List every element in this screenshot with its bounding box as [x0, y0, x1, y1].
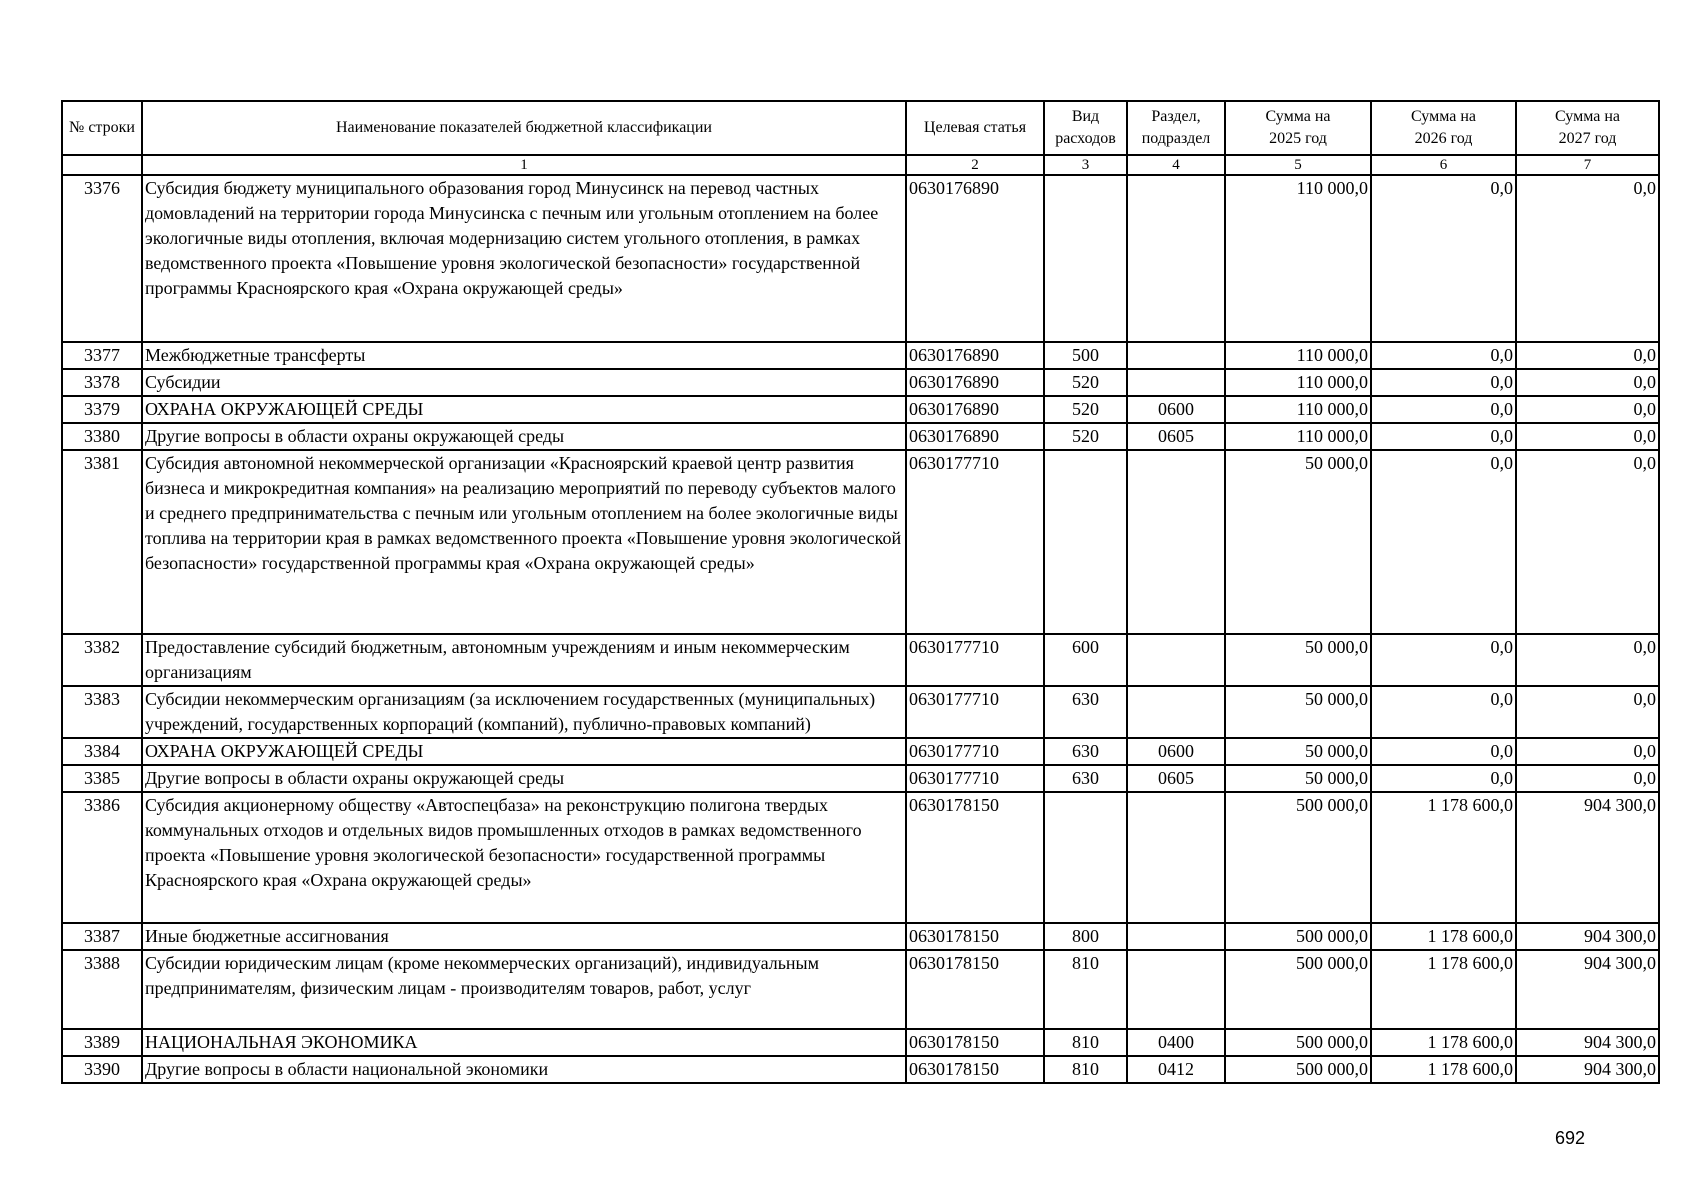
row-sum-2027: 904 300,0 — [1516, 1056, 1659, 1083]
header-target: Целевая статья — [906, 101, 1044, 155]
row-target-code: 0630178150 — [906, 1029, 1044, 1056]
row-sum-2026: 0,0 — [1371, 423, 1516, 450]
row-name: Другие вопросы в области охраны окружающей среды — [142, 423, 906, 450]
row-sum-2026: 1 178 600,0 — [1371, 1029, 1516, 1056]
row-name: Субсидия акционерному обществу «Автоспецбаза» на реконструкцию полигона твердых коммунальных отходов и отдельных видов промышленных отходов в рамках ведомственного проекта «Повышение уровня экологической безопасности» государственной программы Красноярского края «Охрана окружающей среды» — [142, 792, 906, 923]
row-number: 3386 — [62, 792, 142, 923]
row-name: Предоставление субсидий бюджетным, автономным учреждениям и иным некоммерческим организациям — [142, 634, 906, 686]
row-sum-2027: 0,0 — [1516, 342, 1659, 369]
row-number: 3388 — [62, 950, 142, 1029]
row-section — [1127, 950, 1225, 1029]
row-number: 3390 — [62, 1056, 142, 1083]
row-expense-type: 810 — [1044, 950, 1127, 1029]
row-sum-2027: 904 300,0 — [1516, 950, 1659, 1029]
row-name: Субсидии юридическим лицам (кроме некоммерческих организаций), индивидуальным предпринимателям, физическим лицам - производителям товаров, работ, услуг — [142, 950, 906, 1029]
column-number: 4 — [1127, 155, 1225, 175]
row-sum-2027: 904 300,0 — [1516, 792, 1659, 923]
row-number: 3377 — [62, 342, 142, 369]
row-section: 0600 — [1127, 738, 1225, 765]
header-expense-type: Вид расходов — [1044, 101, 1127, 155]
row-sum-2026: 0,0 — [1371, 175, 1516, 342]
table-row — [62, 634, 1659, 686]
column-number: 5 — [1225, 155, 1371, 175]
row-name: ОХРАНА ОКРУЖАЮЩЕЙ СРЕДЫ — [142, 396, 906, 423]
row-sum-2026: 0,0 — [1371, 765, 1516, 792]
header-sum-2027: Сумма на 2027 год — [1516, 101, 1659, 155]
row-sum-2025: 110 000,0 — [1225, 423, 1371, 450]
row-sum-2027: 0,0 — [1516, 634, 1659, 686]
row-sum-2026: 1 178 600,0 — [1371, 1056, 1516, 1083]
table-row — [62, 1029, 1659, 1056]
row-sum-2025: 50 000,0 — [1225, 765, 1371, 792]
page-number: 692 — [1555, 1128, 1586, 1148]
row-sum-2026: 0,0 — [1371, 686, 1516, 738]
table-row — [62, 792, 1659, 923]
row-sum-2025: 110 000,0 — [1225, 369, 1371, 396]
row-target-code: 0630177710 — [906, 634, 1044, 686]
row-target-code: 0630176890 — [906, 175, 1044, 342]
table-row — [62, 175, 1659, 342]
column-number: 3 — [1044, 155, 1127, 175]
row-sum-2025: 500 000,0 — [1225, 950, 1371, 1029]
header-sum-2026: Сумма на 2026 год — [1371, 101, 1516, 155]
row-number: 3382 — [62, 634, 142, 686]
row-name: Субсидия автономной некоммерческой организации «Красноярский краевой центр развития бизнеса и микрокредитная компания» на реализацию мероприятий по переводу субъектов малого и среднего предпринимательства с печным или угольным отоплением на более экологичные виды топлива на территории края в рамках ведомственного проекта «Повышение уровня экологической безопасности» государственной программы края «Охрана окружающей среды» — [142, 450, 906, 634]
row-sum-2025: 50 000,0 — [1225, 634, 1371, 686]
row-section — [1127, 175, 1225, 342]
table-row — [62, 396, 1659, 423]
row-section — [1127, 792, 1225, 923]
row-section: 0605 — [1127, 423, 1225, 450]
row-name: ОХРАНА ОКРУЖАЮЩЕЙ СРЕДЫ — [142, 738, 906, 765]
table-row — [62, 686, 1659, 738]
row-sum-2025: 110 000,0 — [1225, 396, 1371, 423]
row-section — [1127, 923, 1225, 950]
row-sum-2025: 500 000,0 — [1225, 923, 1371, 950]
row-section: 0605 — [1127, 765, 1225, 792]
row-target-code: 0630178150 — [906, 950, 1044, 1029]
row-sum-2025: 500 000,0 — [1225, 1056, 1371, 1083]
column-number-row — [62, 155, 1659, 175]
row-expense-type — [1044, 450, 1127, 634]
row-name: Другие вопросы в области национальной экономики — [142, 1056, 906, 1083]
row-number: 3384 — [62, 738, 142, 765]
row-sum-2027: 904 300,0 — [1516, 1029, 1659, 1056]
row-expense-type: 630 — [1044, 686, 1127, 738]
row-target-code: 0630178150 — [906, 792, 1044, 923]
table-row — [62, 423, 1659, 450]
row-expense-type — [1044, 175, 1127, 342]
row-name: Другие вопросы в области охраны окружающей среды — [142, 765, 906, 792]
row-expense-type: 600 — [1044, 634, 1127, 686]
header-row — [62, 101, 1659, 155]
table-row — [62, 738, 1659, 765]
row-expense-type — [1044, 792, 1127, 923]
row-number: 3380 — [62, 423, 142, 450]
row-expense-type: 800 — [1044, 923, 1127, 950]
row-sum-2027: 0,0 — [1516, 423, 1659, 450]
row-expense-type: 500 — [1044, 342, 1127, 369]
column-number: 1 — [142, 155, 906, 175]
row-sum-2027: 904 300,0 — [1516, 923, 1659, 950]
row-expense-type: 810 — [1044, 1056, 1127, 1083]
table-row — [62, 342, 1659, 369]
row-name: НАЦИОНАЛЬНАЯ ЭКОНОМИКА — [142, 1029, 906, 1056]
row-expense-type: 520 — [1044, 396, 1127, 423]
column-number: 6 — [1371, 155, 1516, 175]
row-sum-2027: 0,0 — [1516, 369, 1659, 396]
row-expense-type: 520 — [1044, 423, 1127, 450]
row-sum-2026: 1 178 600,0 — [1371, 950, 1516, 1029]
row-number: 3385 — [62, 765, 142, 792]
row-section: 0412 — [1127, 1056, 1225, 1083]
row-sum-2026: 0,0 — [1371, 396, 1516, 423]
row-sum-2025: 50 000,0 — [1225, 738, 1371, 765]
row-sum-2026: 0,0 — [1371, 369, 1516, 396]
column-number: 2 — [906, 155, 1044, 175]
table-row — [62, 450, 1659, 634]
row-sum-2025: 110 000,0 — [1225, 342, 1371, 369]
row-sum-2026: 0,0 — [1371, 634, 1516, 686]
row-number: 3383 — [62, 686, 142, 738]
table-row — [62, 1056, 1659, 1083]
header-section: Раздел, подраздел — [1127, 101, 1225, 155]
row-sum-2027: 0,0 — [1516, 686, 1659, 738]
row-target-code: 0630177710 — [906, 765, 1044, 792]
column-number: 7 — [1516, 155, 1659, 175]
budget-table — [61, 100, 1660, 1084]
row-sum-2027: 0,0 — [1516, 175, 1659, 342]
header-sum-2025: Сумма на 2025 год — [1225, 101, 1371, 155]
table-row — [62, 950, 1659, 1029]
row-sum-2026: 1 178 600,0 — [1371, 923, 1516, 950]
row-section — [1127, 634, 1225, 686]
row-expense-type: 520 — [1044, 369, 1127, 396]
row-number: 3378 — [62, 369, 142, 396]
row-number: 3376 — [62, 175, 142, 342]
row-target-code: 0630178150 — [906, 923, 1044, 950]
table-row — [62, 369, 1659, 396]
row-sum-2026: 0,0 — [1371, 342, 1516, 369]
header-row-no: № строки — [62, 101, 142, 155]
row-section — [1127, 450, 1225, 634]
row-section: 0400 — [1127, 1029, 1225, 1056]
row-target-code: 0630177710 — [906, 450, 1044, 634]
row-target-code: 0630176890 — [906, 423, 1044, 450]
row-target-code: 0630177710 — [906, 738, 1044, 765]
table-row — [62, 765, 1659, 792]
row-target-code: 0630177710 — [906, 686, 1044, 738]
row-sum-2027: 0,0 — [1516, 738, 1659, 765]
row-name: Межбюджетные трансферты — [142, 342, 906, 369]
table-row — [62, 923, 1659, 950]
row-sum-2025: 500 000,0 — [1225, 792, 1371, 923]
row-sum-2025: 50 000,0 — [1225, 450, 1371, 634]
row-target-code: 0630176890 — [906, 396, 1044, 423]
row-expense-type: 630 — [1044, 765, 1127, 792]
row-target-code: 0630176890 — [906, 369, 1044, 396]
row-sum-2025: 50 000,0 — [1225, 686, 1371, 738]
row-number: 3389 — [62, 1029, 142, 1056]
row-sum-2027: 0,0 — [1516, 765, 1659, 792]
row-section: 0600 — [1127, 396, 1225, 423]
row-sum-2027: 0,0 — [1516, 450, 1659, 634]
row-name: Субсидия бюджету муниципального образования город Минусинск на перевод частных домовладений на территории города Минусинска с печным или угольным отоплением на более экологичные виды отопления, включая модернизацию систем угольного отопления, в рамках ведомственного проекта «Повышение уровня экологической безопасности» государственной программы Красноярского края «Охрана окружающей среды» — [142, 175, 906, 342]
row-sum-2026: 1 178 600,0 — [1371, 792, 1516, 923]
row-sum-2025: 500 000,0 — [1225, 1029, 1371, 1056]
row-name: Субсидии — [142, 369, 906, 396]
header-name: Наименование показателей бюджетной классификации — [142, 101, 906, 155]
row-sum-2026: 0,0 — [1371, 450, 1516, 634]
row-expense-type: 630 — [1044, 738, 1127, 765]
row-sum-2027: 0,0 — [1516, 396, 1659, 423]
row-number: 3381 — [62, 450, 142, 634]
row-section — [1127, 342, 1225, 369]
row-target-code: 0630178150 — [906, 1056, 1044, 1083]
row-sum-2026: 0,0 — [1371, 738, 1516, 765]
row-section — [1127, 686, 1225, 738]
row-sum-2025: 110 000,0 — [1225, 175, 1371, 342]
row-name: Субсидии некоммерческим организациям (за исключением государственных (муниципальных) учреждений, государственных корпораций (компаний), публично-правовых компаний) — [142, 686, 906, 738]
column-number — [62, 155, 142, 175]
row-number: 3387 — [62, 923, 142, 950]
row-number: 3379 — [62, 396, 142, 423]
row-expense-type: 810 — [1044, 1029, 1127, 1056]
row-name: Иные бюджетные ассигнования — [142, 923, 906, 950]
row-section — [1127, 369, 1225, 396]
row-target-code: 0630176890 — [906, 342, 1044, 369]
